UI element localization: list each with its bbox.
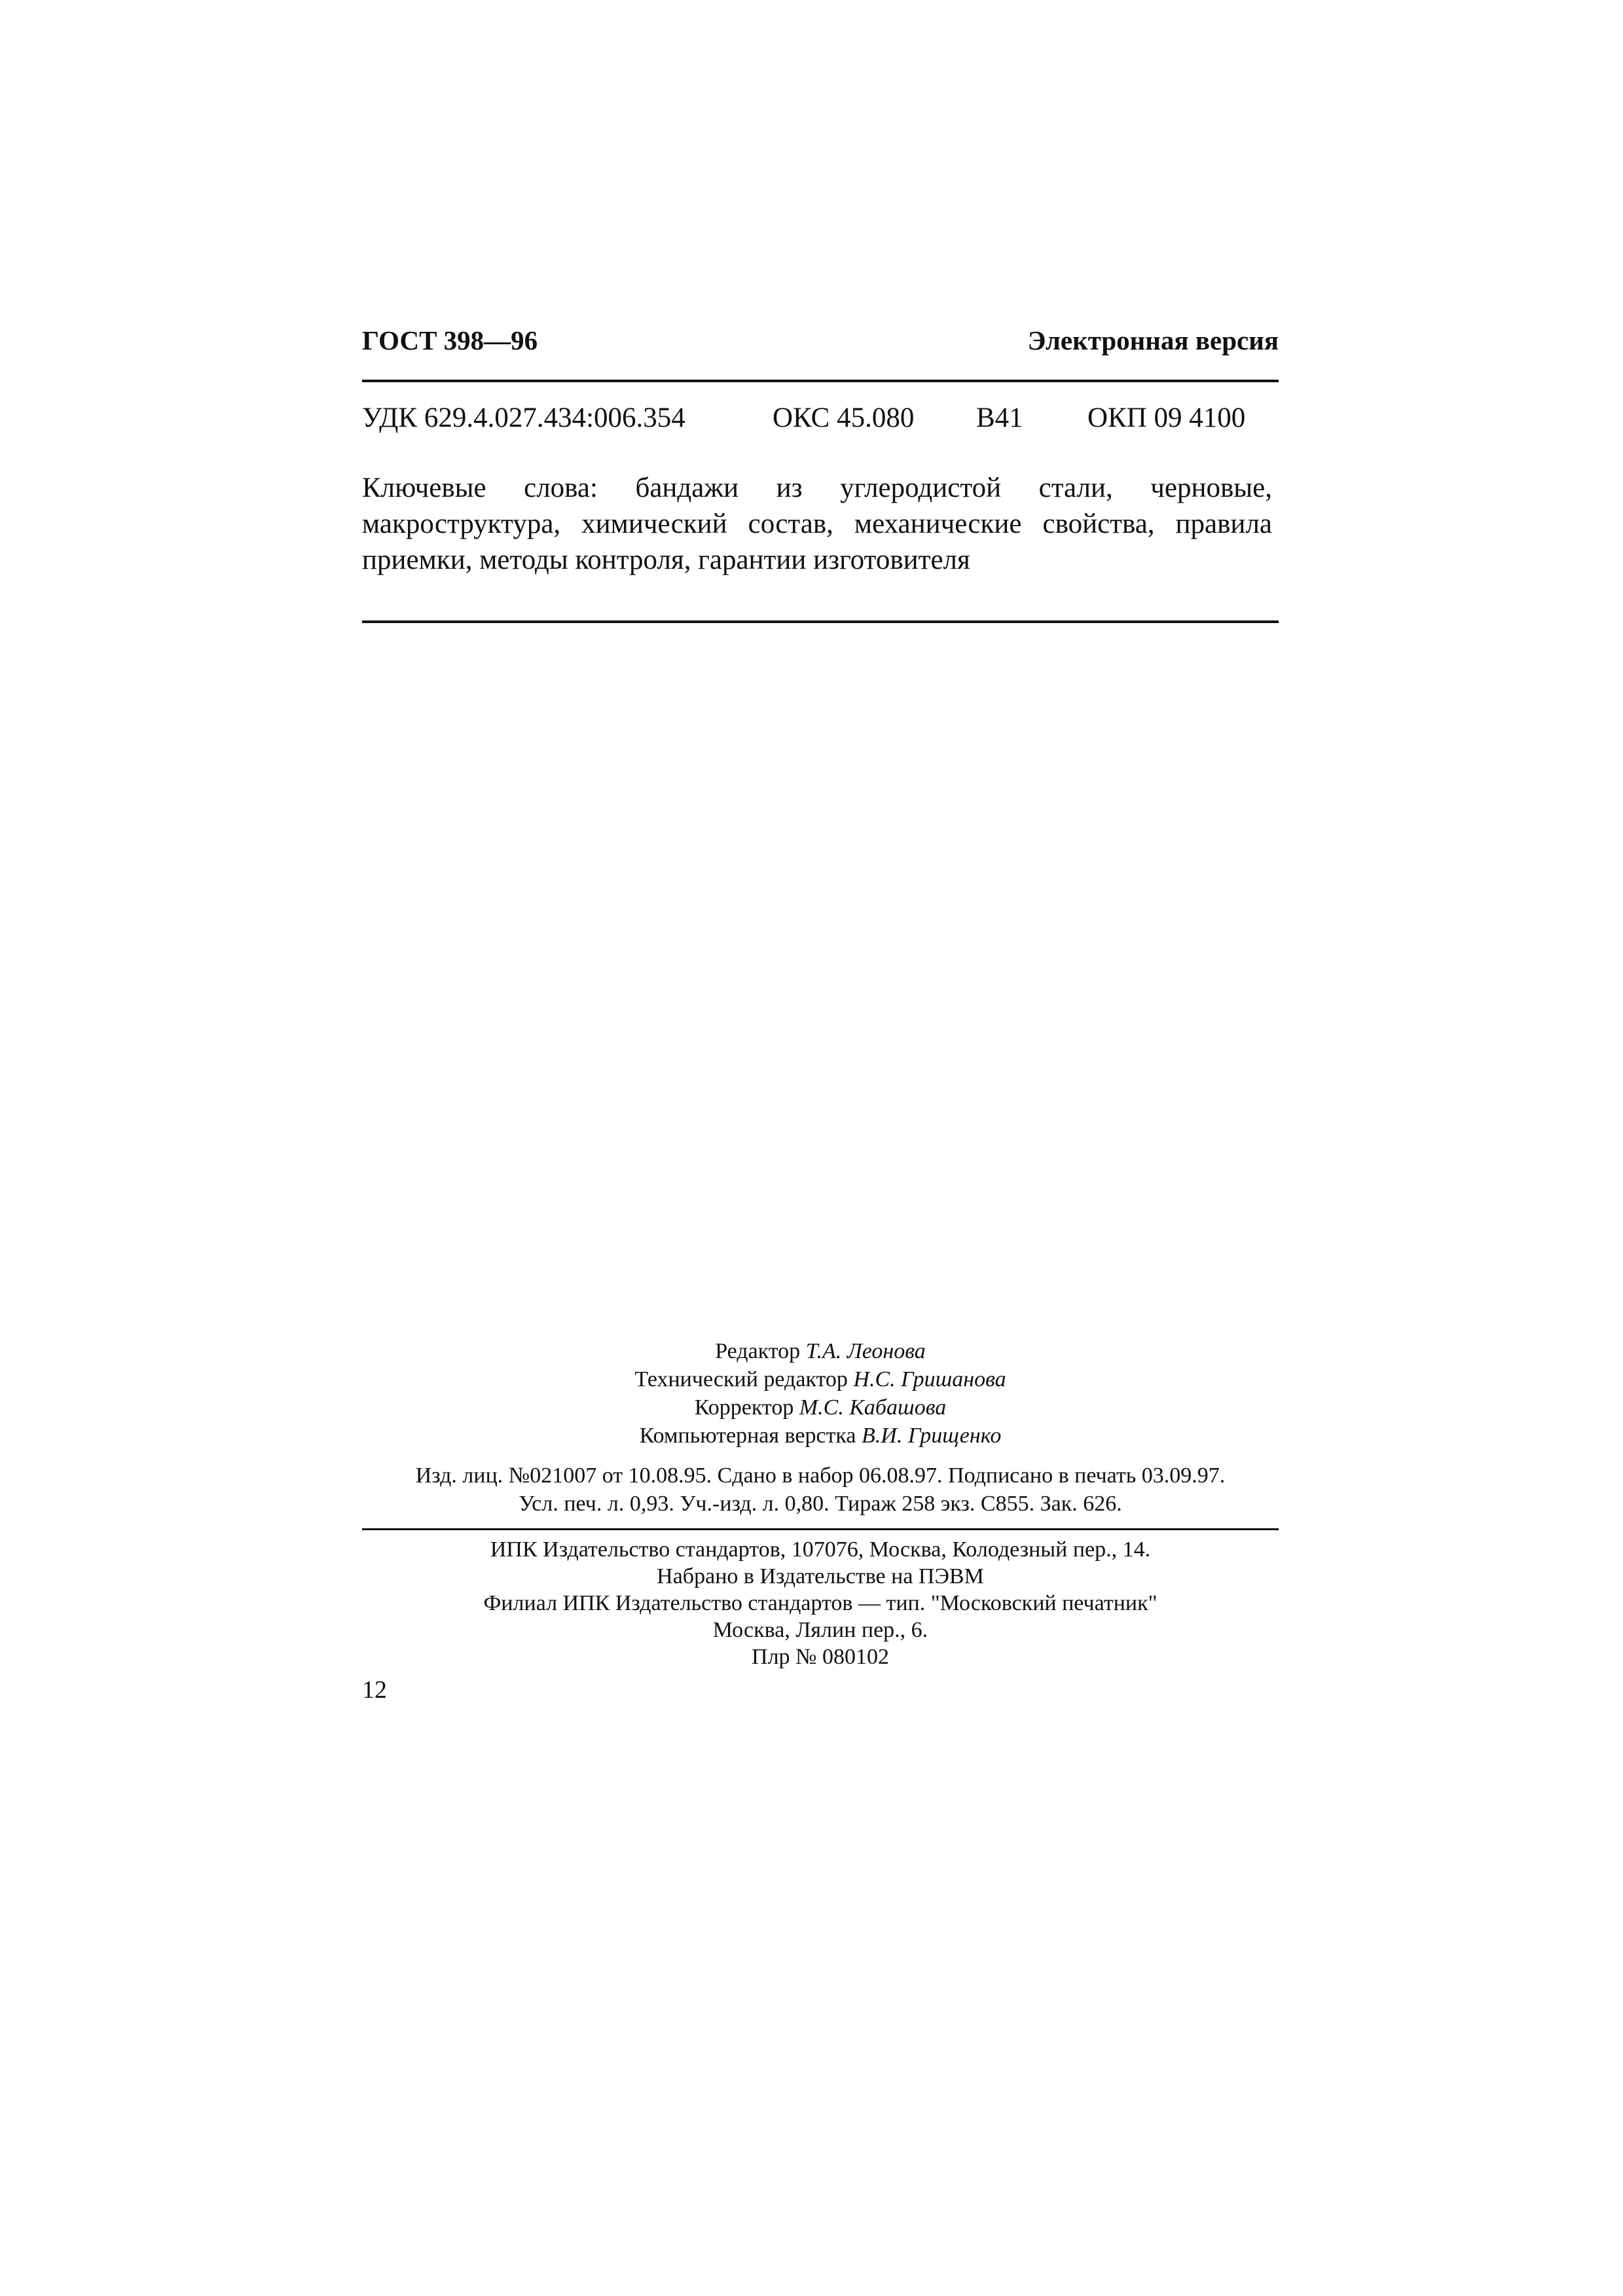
imprint-line: Усл. печ. л. 0,93. Уч.-изд. л. 0,80. Тираж 258 экз. С855. Зак. 626. [519,1492,1122,1516]
okp-code: ОКП 09 4100 [1087,403,1246,433]
imprint-line: Изд. лиц. №021007 от 10.08.95. Сдано в набор 06.08.97. Подписано в печать 03.09.97. [415,1463,1226,1488]
credit-line [362,1337,1279,1365]
document-id: ГОСТ 398—96 [362,325,538,355]
credit-name: В.И. Грищенко [862,1424,1002,1448]
publisher-line: Москва, Лялин пер., 6. [712,1618,928,1642]
editorial-credits [362,1337,1279,1450]
credit-name: Н.С. Гришанова [853,1367,1006,1391]
imprint-divider [362,1528,1279,1530]
header-divider [362,380,1279,382]
credit-role: Корректор [694,1395,794,1420]
keywords-divider [362,620,1279,623]
imprint-block [362,1462,1279,1518]
class-code: В41 [976,403,1023,433]
page-number: 12 [362,1676,387,1704]
publisher-line: ИПК Издательство стандартов, 107076, Москва, Колодезный пер., 14. [490,1537,1151,1562]
credit-name: М.С. Кабашова [799,1395,947,1420]
udk-code: УДК 629.4.027.434:006.354 [362,403,685,433]
publisher-line: Филиал ИПК Издательство стандартов — тип. "Московский печатник" [483,1591,1158,1615]
credit-line [362,1365,1279,1393]
document-page [362,321,1279,623]
credit-line [362,1422,1279,1450]
publisher-line: Плр № 080102 [752,1645,889,1669]
credit-role: Технический редактор [634,1367,848,1391]
credit-name: Т.А. Леонова [805,1339,926,1363]
edition-label: Электронная версия [1027,325,1279,355]
classification-codes [362,398,1279,439]
publisher-block [362,1536,1279,1670]
credit-role: Компьютерная верстка [639,1424,856,1448]
credit-role: Редактор [715,1339,801,1363]
publisher-line: Набрано в Издательстве на ПЭВМ [657,1564,984,1588]
oks-code: ОКС 45.080 [773,403,915,433]
credit-line [362,1393,1279,1422]
keywords-paragraph: Ключевые слова: бандажи из углеродистой стали, черновые, макроструктура, химический состав, механические свойства, правила приемки, методы контроля, гарантии изготовителя [362,473,1272,575]
running-header [362,321,1279,360]
